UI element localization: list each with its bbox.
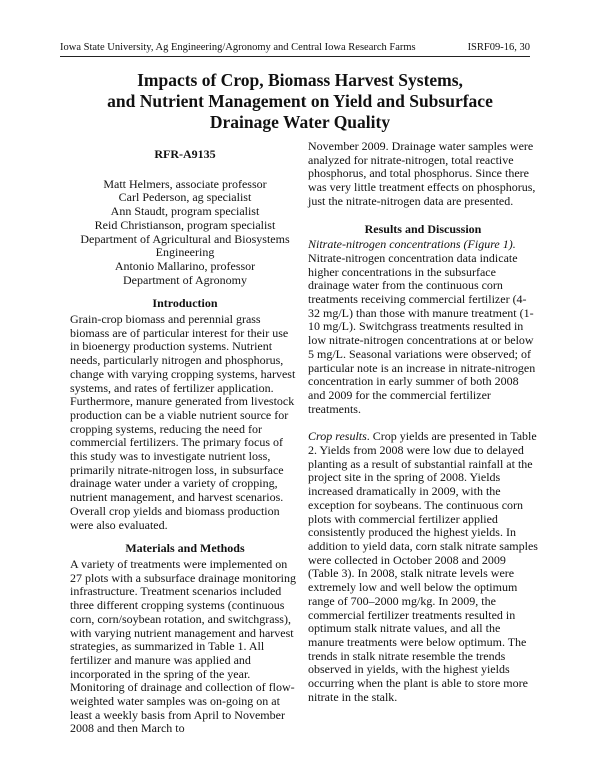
crop-results-label: Crop results <box>308 429 367 444</box>
methods-continued-text: November 2009. Drainage water samples were analyzed for nitrate-nitrogen, total reactive phosphorus, and total phosphorus. Since there was very little treatment effects on phosphorus, just the nitrate-nitrogen data are presented. <box>308 139 536 208</box>
header-report-id: ISRF09-16, 30 <box>467 42 530 53</box>
paper-title <box>60 70 540 133</box>
author-line: Engineering <box>155 245 215 260</box>
running-header <box>60 42 530 57</box>
title-line-2: and Nutrient Management on Yield and Subsurface <box>107 91 493 111</box>
header-institution: Iowa State University, Ag Engineering/Agronomy and Central Iowa Research Farms <box>60 42 416 53</box>
author-line: Antonio Mallarino, professor <box>114 258 256 273</box>
title-line-3: Drainage Water Quality <box>209 112 391 132</box>
nitrate-subheading: Nitrate-nitrogen concentrations (Figure 1). <box>308 237 516 252</box>
left-column <box>70 140 300 736</box>
introduction-text: Grain-crop biomass and perennial grass biomass are of particular interest for their use in bioenergy production systems. Nutrient needs, particularly nitrogen and phosphorus, change with varying cropping systems, harvest systems, and rates of fertilizer application. Furthermore, manure generated from livestock production can be a viable nutrient source for cropping systems, reducing the need for commercial fertilizers. The primary focus of this study was to investigate nutrient loss, primarily nitrate-nitrogen loss, in subsurface drainage water under a variety of cropping, nutrient management, and harvest scenarios. Overall crop yields and biomass production were also evaluated. <box>70 312 296 532</box>
author-line: Ann Staudt, program specialist <box>110 204 260 219</box>
author-line: Carl Pederson, ag specialist <box>118 190 252 205</box>
nitrate-text: Nitrate-nitrogen concentration data indicate higher concentrations in the subsurface drainage water from the continuous corn treatments receiving commercial fertilizer (4-32 mg/L) than those with manure treatment (1-10 mg/L). Switchgrass treatments resulted in low nitrate-nitrogen concentrations at or below 5 mg/L. Seasonal variations were observed; of particular note is an increase in nitrate-nitrogen concentration in early summer of both 2008 and 2009 for the commercial fertilizer treatments. <box>308 250 536 416</box>
crop-results-paragraph <box>308 430 538 704</box>
author-line: Department of Agricultural and Biosystems <box>80 231 290 246</box>
author-list <box>70 178 300 288</box>
author-line: Matt Helmers, associate professor <box>103 176 267 191</box>
methods-heading: Materials and Methods <box>125 541 245 556</box>
crop-results-text: . Crop yields are presented in Table 2. Yields from 2008 were low due to delayed planting as a result of substantial rainfall at the project site in the spring of 2008. Yields increased dramatically in 2009, with the exception for soybeans. The continuous corn plots with commercial fertilizer applied consistently produced the highest yields. In addition to yield data, corn stalk nitrate samples were collected in October 2008 and 2009 (Table 3). In 2008, stalk nitrate levels were extremely low and well below the optimum range of 700–2000 mg/kg. In 2009, the commercial fertilizer treatments resulted in optimum stalk nitrate values, and all the manure treatments were below optimum. The trends in stalk nitrate resemble the trends observed in yields, with the highest yields occurring when the plant is able to store more nitrate in the stalk. <box>308 429 538 704</box>
author-line: Department of Agronomy <box>123 272 247 287</box>
rfr-code: RFR-A9135 <box>154 147 216 161</box>
results-heading: Results and Discussion <box>364 221 482 236</box>
introduction-heading: Introduction <box>152 296 218 311</box>
title-line-1: Impacts of Crop, Biomass Harvest Systems, <box>137 70 463 90</box>
right-column <box>308 140 538 704</box>
methods-text: A variety of treatments were implemented on 27 plots with a subsurface drainage monitoring infrastructure. Treatment scenarios included three different cropping systems (continuous corn, corn/soybean rotation, and switchgrass), with varying nutrient management and harvest strategies, as summarized in Table 1. All fertilizer and manure was applied and incorporated in the spring of the year. Monitoring of drainage and collection of flow-weighted water samples was on-going on at least a weekly basis from April to November 2008 and then March to <box>70 556 296 736</box>
author-line: Reid Christianson, program specialist <box>94 217 276 232</box>
